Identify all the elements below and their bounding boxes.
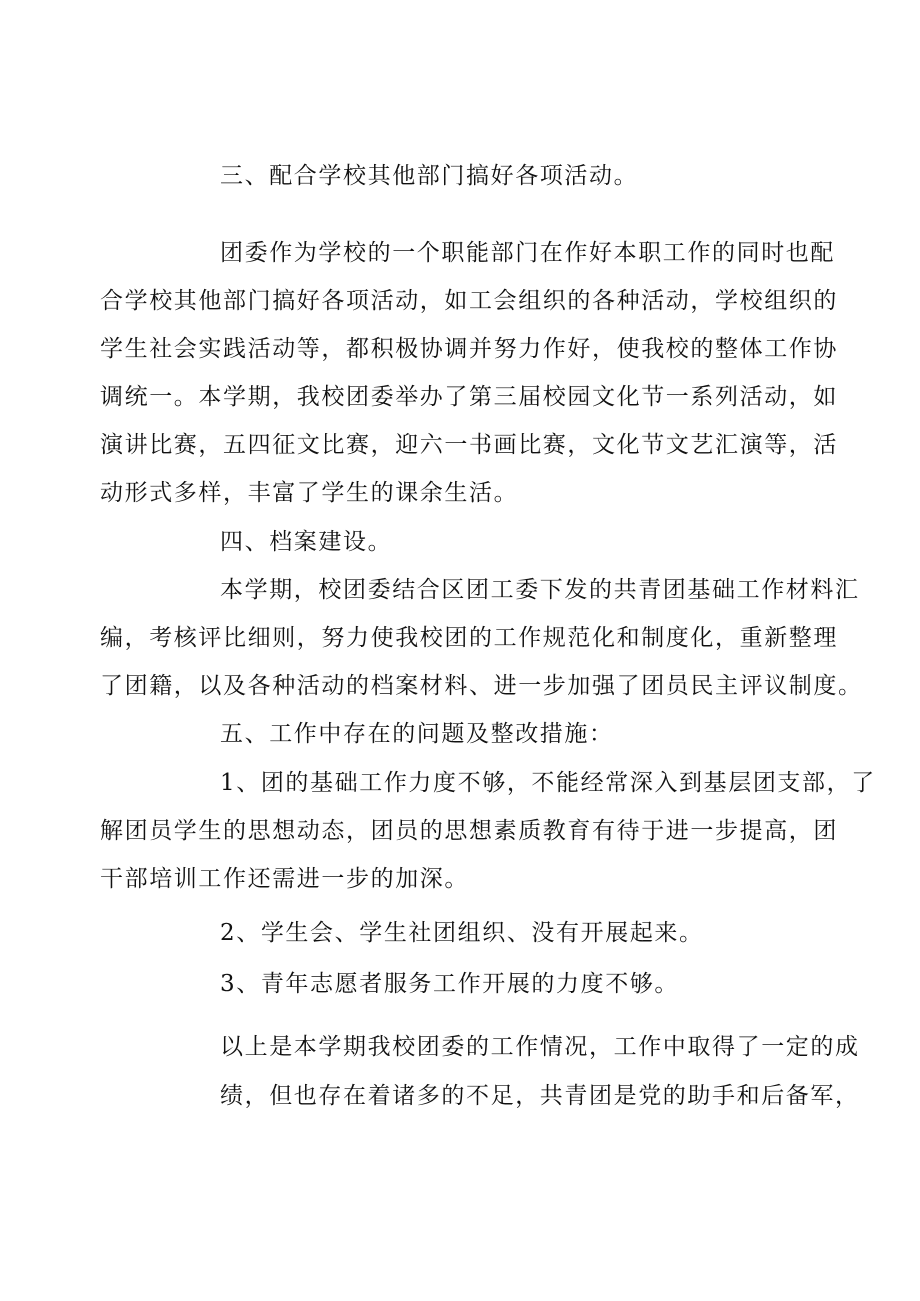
- section-heading-4: 四、档案建设。: [220, 529, 393, 555]
- list-item-2: 2、学生会、学生社团组织、没有开展起来。: [220, 920, 704, 946]
- paragraph-line: 编，考核评比细则，努力使我校团的工作规范化和制度化，重新整理: [100, 625, 838, 651]
- paragraph-line: 动形式多样，丰富了学生的课余生活。: [100, 480, 519, 506]
- paragraph-line: 本学期，校团委结合区团工委下发的共青团基础工作材料汇: [220, 577, 860, 603]
- list-item-1: 1、团的基础工作力度不够，不能经常深入到基层团支部，了: [220, 770, 876, 796]
- paragraph-line: 团委作为学校的一个职能部门在作好本职工作的同时也配: [220, 240, 835, 266]
- paragraph-line: 合学校其他部门搞好各项活动，如工会组织的各种活动，学校组织的: [100, 288, 838, 314]
- paragraph-line: 干部培训工作还需进一步的加深。: [100, 866, 469, 892]
- paragraph-line: 绩，但也存在着诸多的不足，共青团是党的助手和后备军，: [220, 1083, 860, 1109]
- paragraph-line: 学生社会实践活动等，都积极协调并努力作好，使我校的整体工作协: [100, 336, 838, 362]
- section-heading-5: 五、工作中存在的问题及整改措施：: [220, 721, 614, 747]
- paragraph-line: 以上是本学期我校团委的工作情况，工作中取得了一定的成: [220, 1034, 860, 1060]
- paragraph-line: 了团籍，以及各种活动的档案材料、进一步加强了团员民主评议制度。: [100, 673, 863, 699]
- paragraph-line: 调统一。本学期，我校团委举办了第三届校园文化节一系列活动，如: [100, 384, 838, 410]
- section-heading-3: 三、配合学校其他部门搞好各项活动。: [220, 163, 639, 189]
- paragraph-line: 演讲比赛，五四征文比赛，迎六一书画比赛，文化节文艺汇演等，活: [100, 432, 838, 458]
- list-item-3: 3、青年志愿者服务工作开展的力度不够。: [220, 971, 680, 997]
- paragraph-line: 解团员学生的思想动态，团员的思想素质教育有待于进一步提高，团: [100, 818, 838, 844]
